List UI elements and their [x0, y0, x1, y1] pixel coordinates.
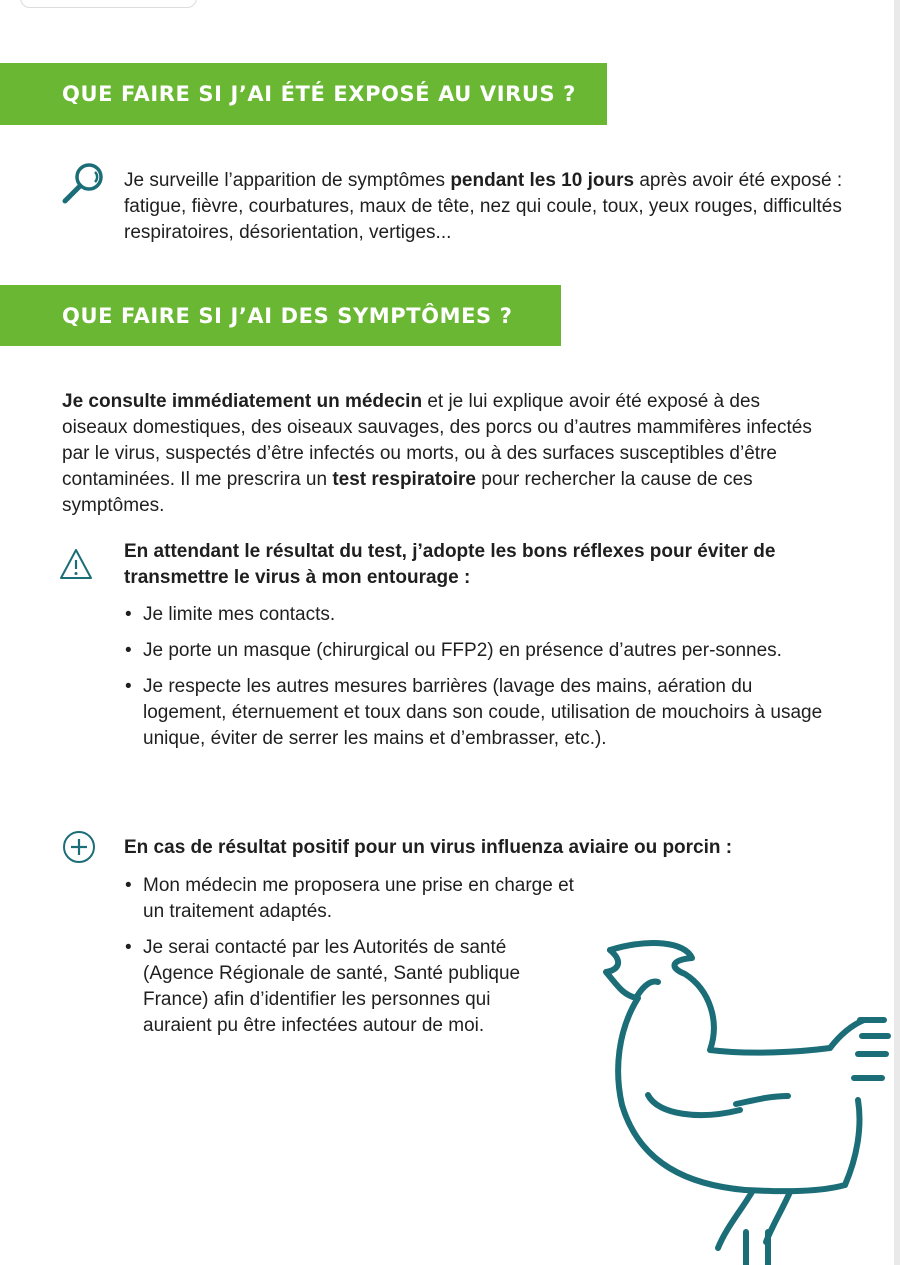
section-exposed-banner: [0, 63, 607, 125]
warning-icon: [59, 548, 93, 580]
consult-bold: Je consulte immédiatement un médecin: [62, 391, 423, 412]
page-edge: [894, 0, 900, 1265]
exposed-text-end: après avoir été exposé : fatigue, fièvre, courbatures, maux de tête, nez qui coule, toux, yeux rouges, difficultés respiratoires, désorientation, vertiges...: [124, 170, 843, 243]
plus-circle-icon: [62, 830, 96, 864]
section-symptoms-banner: [0, 285, 561, 346]
exposed-paragraph: [124, 168, 844, 246]
page-top-tab: [20, 0, 197, 8]
section-symptoms-title: QUE FAIRE SI J’AI DES SYMPTÔMES ?: [62, 303, 513, 328]
test-after: pour rechercher la cause de ces symptômes.: [62, 469, 753, 516]
warning-list: [125, 602, 825, 762]
positive-list: [125, 873, 645, 1049]
test-bold: test respiratoire: [332, 469, 476, 490]
consult-text: et je lui explique avoir été exposé à des oiseaux domestiques, des oiseaux sauvages, des porcs ou d’autres mammifères infectés par le virus, suspectés d’être infectés ou morts, ou à des surfaces susceptibles d’être contaminées. Il me prescrira un: [62, 391, 812, 490]
exposed-text-start: Je surveille l’apparition de symptômes: [124, 170, 451, 191]
consult-paragraph: [62, 389, 822, 519]
warning-title: En attendant le résultat du test, j’adopte les bons réflexes pour éviter de transmettre le virus à mon entourage :: [124, 541, 776, 588]
chicken-illustration: [600, 930, 894, 1265]
section-exposed-title: QUE FAIRE SI J’AI ÉTÉ EXPOSÉ AU VIRUS ?: [62, 82, 576, 106]
list-item: • Je serai contacté par les Autorités de santé (Agence Régionale de santé, Santé publique France) afin d’identifier les personnes qui auraient pu être infectées autour de moi.: [125, 935, 563, 1039]
list-item: • Mon médecin me proposera une prise en charge et un traitement adaptés.: [125, 873, 583, 925]
exposed-text-bold: pendant les 10 jours: [450, 170, 635, 191]
list-item: • Je respecte les autres mesures barrières (lavage des mains, aération du logement, éternuement et toux dans son coude, utilisation de mouchoirs à usage unique, éviter de serrer les mains et d’embrasser, etc.).: [125, 674, 823, 752]
list-item: • Je porte un masque (chirurgical ou FFP2) en présence d’autres per-sonnes.: [125, 638, 823, 664]
list-item: • Je limite mes contacts.: [125, 602, 825, 628]
positive-title: En cas de résultat positif pour un virus influenza aviaire ou porcin :: [124, 837, 733, 858]
magnifier-icon: [60, 160, 106, 206]
